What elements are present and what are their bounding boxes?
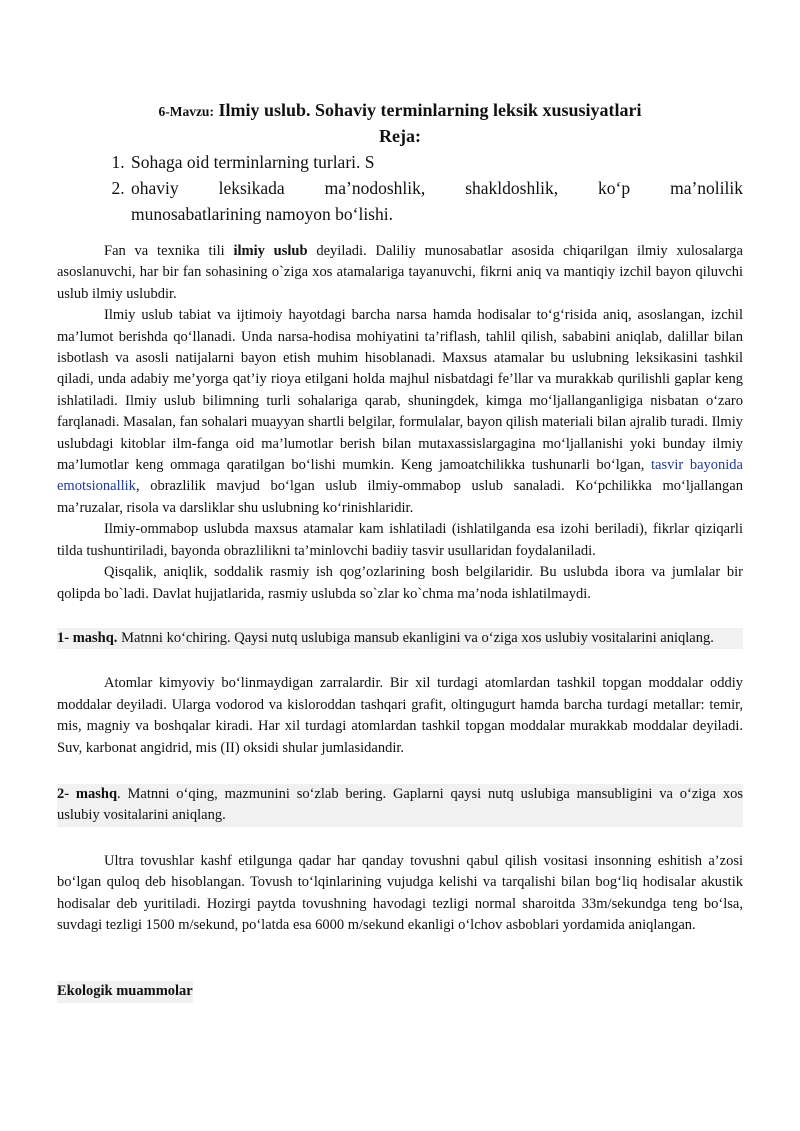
page-title bbox=[57, 98, 743, 124]
exercise-2-instruction: . Matnni o‘qing, mazmunini so‘zlab bering. Gaplarni qaysi nutq uslubiga mansubligini va o‘ziga xos uslubiy vositalarini aniqlang. bbox=[57, 785, 743, 824]
topic-number: 6-Mavzu: bbox=[158, 104, 214, 119]
plan-heading: Reja: bbox=[379, 126, 421, 146]
exercise-1-label: 1- mashq. bbox=[57, 629, 118, 646]
exercise-2-text: Ultra tovushlar kashf etilgunga qadar har qanday tovushni qabul qilish vositasi insonning eshitish a’zosi bo‘lgan quloq deb hisoblangan. Tovush to‘lqinlarining vujudga kelishi va tarqalishi bilan bog‘liq hodisalar akustik hodisalar deb yuritiladi. Hozirgi paytda tovushning havodagi tezligi normal sharoitda 33m/sekundga teng bo‘lsa, suvdagi tezligi 1500 m/sekund, po‘latda esa 6000 m/sekund ekanligi o‘lchov asboblari yordamida aniqlangan. bbox=[57, 852, 743, 933]
intro-term: ilmiy uslub bbox=[233, 243, 308, 259]
exercise-1-text: Atomlar kimyoviy bo‘linmaydigan zarralardir. Bir xil turdagi atomlardan tashkil topgan moddalar oddiy moddalar deyiladi. Ularga vodorod va kisloroddan tashqari grafit, oltingugurt hamda barcha turdagi metallar: temir, mis, magniy va boshqalar kiradi. Har xil turdagi atomlardan tashkil topgan moddalar murakkab moddalar deyiladi. Suv, karbonat angidrid, mis (II) oksidi shular jumlasidandir. bbox=[57, 675, 743, 756]
paragraph-text: Ilmiy uslub tabiat va ijtimoiy hayotdagi barcha narsa hamda hodisalar to‘g‘risida aniq, asoslangan, izchil ma’lumot berishda qo‘llanadi. Unda narsa-hodisa mohiyatini ta’riflash, tahlil qilish, sababini aniqlab, dalillar bilan isbotlash va asosli natijalarni bayon etish muhim hisoblanadi. Maxsus atamalar bu uslubning leksikasini tashkil qiladi, unda adabiy me’yorga qat’iy rioya etilgani holda majhul nisbatdagi fe’llar va murakkab qurilishli gaplar keng ishlatiladi. Ilmiy uslub bilimning turli sohalariga qarab, shuningdek, kimga mo‘ljallanganligiga nisbatan o‘zaro farqlanadi. Masalan, fan sohalari muayyan shartli belgilar, formulalar, bayon qilish materiali bilan ajralib turadi. Ilmiy uslubdagi kitoblar ilm-fanga oid ma’lumotlar berish bilan mutaxassislargagina mo‘ljallanishi yoki bunday ilmiy ma’lumotlar keng ommaga qaratilgan bo‘lishi mumkin. Keng jamoatchilikka tushunarli bo‘lgan, bbox=[57, 307, 743, 474]
official-style-paragraph: Qisqalik, aniqlik, soddalik rasmiy ish qog’ozlarining bosh belgilaridir. Bu uslubda ibora va jumlalar bir qolipda bo`ladi. Davlat hujjatlarida, rasmiy uslubda so`zlar ko`chma ma’noda ishlatilmaydi. bbox=[57, 564, 743, 602]
scientific-style-paragraph bbox=[57, 305, 743, 519]
topic-title: Ilmiy uslub. Sohaviy terminlarning leksik xususiyatlari bbox=[218, 100, 642, 120]
plan-item-1: 1. Sohaga oid terminlarning turlari. S bbox=[129, 149, 743, 175]
intro-text-after: deyiladi. Daliliy munosabatlar asosida chiqarilgan ilmiy xulosalarga asoslanuvchi, har bir fan sohasining o`ziga xos atamalariga tayanuvchi, fikrni aniq va mantiqiy izchil bayon qiluvchi uslub ilmiy uslubdir. bbox=[57, 243, 743, 302]
plan-list bbox=[57, 149, 743, 201]
document-page bbox=[57, 98, 743, 1003]
section-heading: Ekologik muammolar bbox=[57, 981, 193, 1002]
plan-item-2: 2. ohaviy leksikada ma’nodoshlik, shakldoshlik, ko‘p ma’nolilik bbox=[129, 175, 743, 201]
plan-item-2-continuation: munosabatlarining namoyon bo‘lishi. bbox=[131, 204, 393, 224]
exercise-1-instruction: Matnni ko‘chiring. Qaysi nutq uslubiga mansub ekanligini va o‘ziga xos uslubiy vositalarini aniqlang. bbox=[117, 629, 714, 646]
paragraph-text-end: , obrazlilik mavjud bo‘lgan uslub ilmiy-ommabop uslub sanaladi. Ko‘pchilikka mo‘ljallangan ma’ruzalar, risola va darsliklar shu uslubning ko‘rinishlaridir. bbox=[57, 478, 743, 516]
popular-style-paragraph: Ilmiy-ommabop uslubda maxsus atamalar kam ishlatiladi (ishlatilganda esa izohi beriladi), fikrlar qiziqarli tilda tushuntiriladi, bayonda obrazlilikni ta’minlovchi badiiy tasvir usullaridan foydalaniladi. bbox=[57, 521, 743, 559]
exercise-2-label: 2- mashq bbox=[57, 785, 118, 802]
highlighted-phrase: tasvir bayonida emotsionallik bbox=[57, 457, 743, 495]
exercise-1-task bbox=[57, 628, 743, 649]
intro-paragraph bbox=[57, 241, 743, 305]
exercise-2-task bbox=[57, 784, 743, 827]
intro-text-before: Fan va texnika tili bbox=[104, 243, 234, 259]
